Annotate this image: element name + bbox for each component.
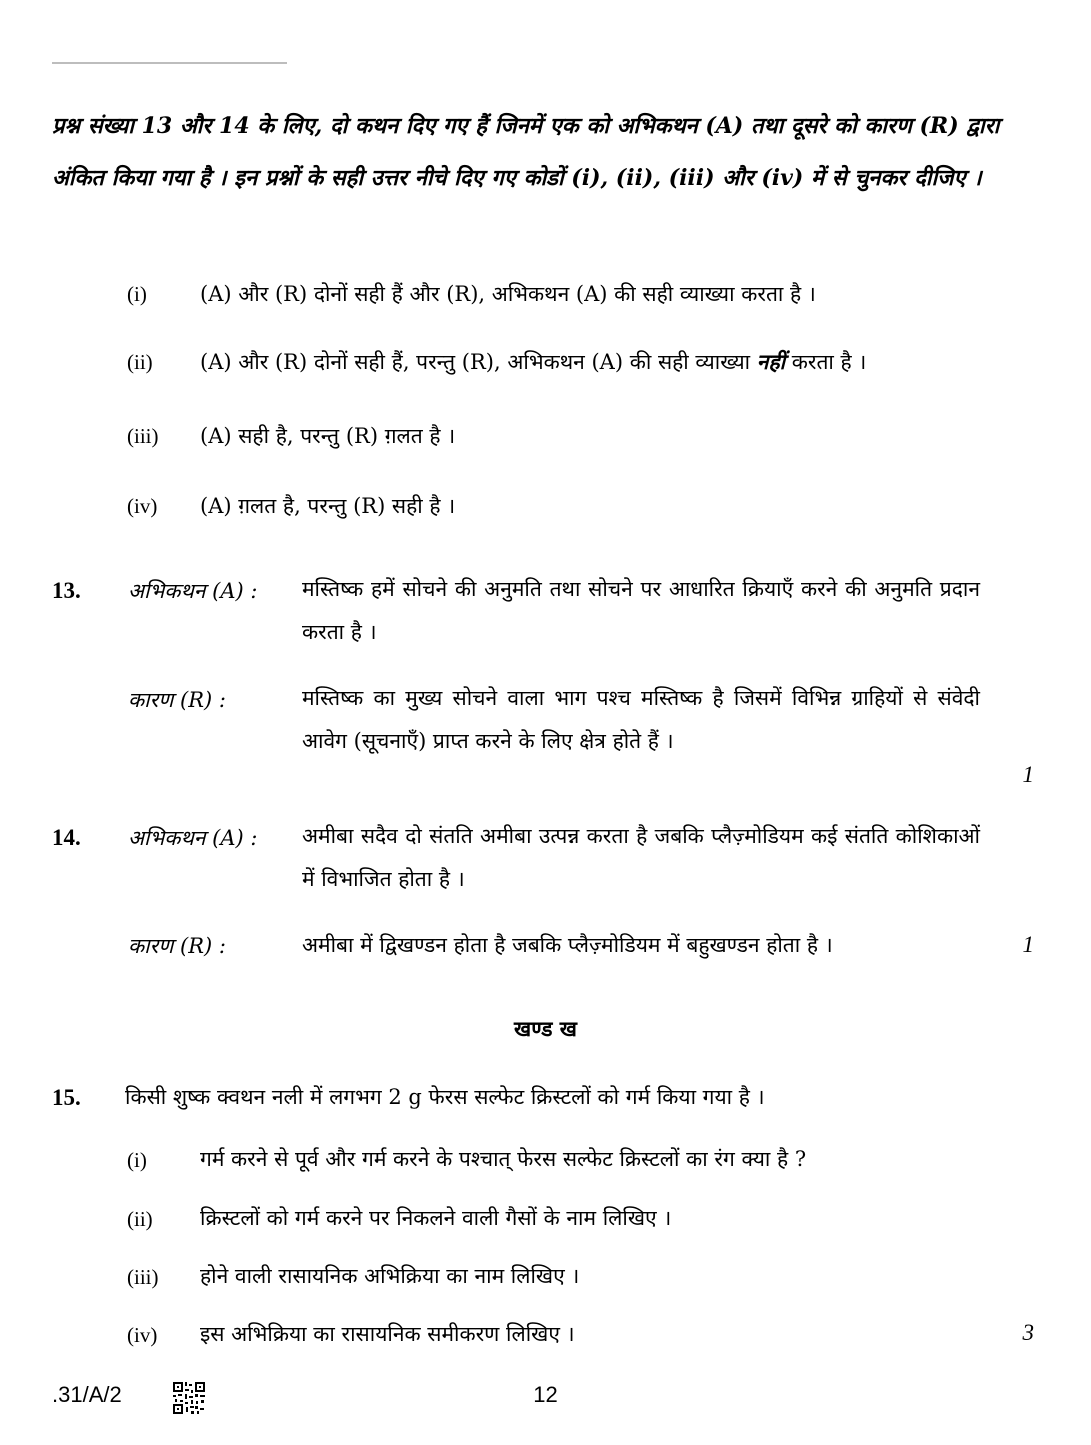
instructions: प्रश्न संख्या 13 और 14 के लिए, दो कथन दिए गए हैं जिनमें एक को अभिकथन (A) तथा दूसरे को कारण (R) द्वारा अंकित किया गया है । इन प्रश्नों के सही उत्तर नीचे दिए गए कोडों (i), (ii), (iii) और (iv) में से चुनकर दीजिए ।: [52, 113, 1000, 191]
assertion-text: मस्तिष्क हमें सोचने की अनुमति तथा सोचने पर आधारित क्रियाएँ करने की अनुमति प्रदान करता है ।: [302, 577, 980, 644]
code-num: (iv): [127, 494, 158, 518]
marks: 3: [1022, 1320, 1034, 1345]
part-text: होने वाली रासायनिक अभिक्रिया का नाम लिखिए ।: [200, 1264, 580, 1288]
section-title: खण्ड ख: [514, 1016, 577, 1041]
question-number: 15.: [52, 1085, 81, 1110]
part-num: (iii): [127, 1265, 159, 1289]
part-text: क्रिस्टलों को गर्म करने पर निकलने वाली गैसों के नाम लिखिए ।: [200, 1206, 672, 1230]
part-text: इस अभिक्रिया का रासायनिक समीकरण लिखिए ।: [200, 1322, 575, 1346]
header-rule: [52, 62, 287, 64]
paper-code: .31/A/2: [52, 1382, 122, 1407]
marks: 1: [1022, 932, 1034, 957]
code-text-end: करता है ।: [791, 350, 867, 374]
part-num: (i): [127, 1148, 147, 1172]
code-num: (i): [127, 282, 147, 306]
reason-label: कारण (R) :: [128, 934, 226, 958]
part-num: (ii): [127, 1207, 153, 1231]
part-num: (iv): [127, 1323, 158, 1347]
question-number: 13.: [52, 578, 81, 603]
question-stem: किसी शुष्क क्वथन नली में लगभग 2 g फेरस सल्फेट क्रिस्टलों को गर्म किया गया है ।: [125, 1085, 765, 1109]
reason-text: मस्तिष्क का मुख्य सोचने वाला भाग पश्च मस्तिष्क है जिसमें विभिन्न ग्राहियों से संवेदी आवेग (सूचनाएँ) प्राप्त करने के लिए क्षेत्र होते हैं ।: [302, 686, 980, 753]
code-text: [200, 348, 866, 376]
assertion-label: अभिकथन (A) :: [128, 826, 258, 850]
assertion-text: अमीबा सदैव दो संतति अमीबा उत्पन्न करता है जबकि प्लैज़्मोडियम कई संतति कोशिकाओं में विभाजित होता है ।: [302, 824, 980, 891]
code-emphasis: नहीं: [756, 349, 786, 374]
marks: 1: [1022, 762, 1034, 787]
code-num: (iii): [127, 424, 159, 448]
reason-label: कारण (R) :: [128, 688, 226, 712]
code-num: (ii): [127, 350, 153, 374]
reason-text: अमीबा में द्विखण्डन होता है जबकि प्लैज़्मोडियम में बहुखण्डन होता है ।: [302, 933, 833, 957]
code-text: (A) और (R) दोनों सही हैं और (R), अभिकथन (A) की सही व्याख्या करता है ।: [200, 282, 816, 306]
question-number: 14.: [52, 825, 81, 850]
part-text: गर्म करने से पूर्व और गर्म करने के पश्चात् फेरस सल्फेट क्रिस्टलों का रंग क्या है ?: [200, 1147, 807, 1171]
code-text: (A) सही है, परन्तु (R) ग़लत है ।: [200, 424, 456, 448]
page-number: 12: [533, 1382, 558, 1407]
code-text-main: (A) और (R) दोनों सही हैं, परन्तु (R), अभिकथन (A) की सही व्याख्या: [200, 350, 751, 374]
assertion-label: अभिकथन (A) :: [128, 579, 258, 603]
code-text: (A) ग़लत है, परन्तु (R) सही है ।: [200, 494, 456, 518]
